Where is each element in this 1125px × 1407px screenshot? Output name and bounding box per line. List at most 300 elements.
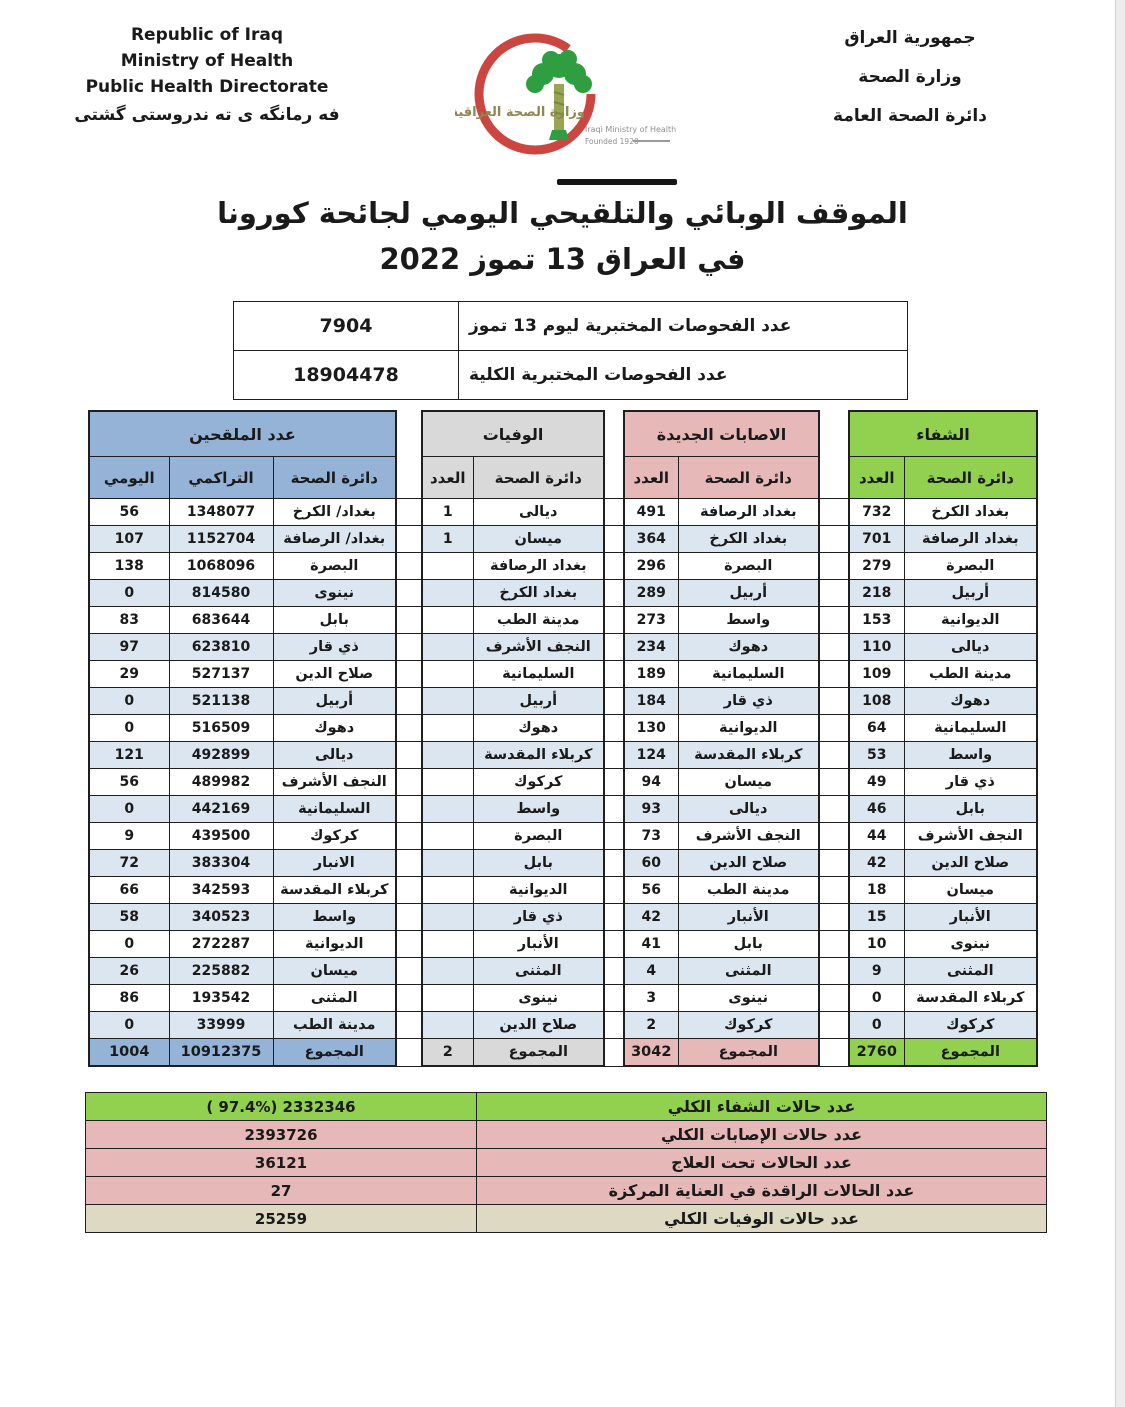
main-table-body	[89, 499, 1037, 1039]
vaccinated-directorate-cell: أربيل	[273, 688, 396, 715]
recovery-count-cell: 15	[849, 904, 904, 931]
governorate-row	[89, 661, 1037, 688]
spacer-cell	[819, 904, 849, 931]
new-infections-count-cell: 130	[624, 715, 678, 742]
spacer-cell	[604, 877, 624, 904]
daily-tests-value: 7904	[234, 302, 459, 351]
new-infections-directorate-cell: كركوك	[678, 1012, 819, 1039]
spacer-cell	[604, 553, 624, 580]
spacer-cell	[604, 1012, 624, 1039]
vaccinated-daily-total: 1004	[89, 1039, 169, 1067]
total-deaths-value: 25259	[86, 1205, 477, 1233]
spacer-cell	[396, 688, 422, 715]
new-infections-directorate-cell: دهوك	[678, 634, 819, 661]
vaccinated-daily-cell: 56	[89, 499, 169, 526]
recovery-directorate-cell: الأنبار	[904, 904, 1037, 931]
governorate-row	[89, 985, 1037, 1012]
new-infections-directorate-cell: بابل	[678, 931, 819, 958]
new-infections-directorate-cell: البصرة	[678, 553, 819, 580]
vaccinated-directorate-cell: المثنى	[273, 985, 396, 1012]
new-infections-group-header: الاصابات الجديدة	[624, 411, 819, 457]
vaccinated-daily-cell: 86	[89, 985, 169, 1012]
vaccinated-directorate-cell: ديالى	[273, 742, 396, 769]
new-infections-directorate-column-header: دائرة الصحة	[678, 457, 819, 499]
vaccinated-directorate-cell: صلاح الدين	[273, 661, 396, 688]
spacer-cell	[396, 904, 422, 931]
deaths-count-cell	[422, 931, 473, 958]
vaccinated-directorate-cell: النجف الأشرف	[273, 769, 396, 796]
deaths-directorate-cell: أربيل	[473, 688, 604, 715]
recovery-count-cell: 10	[849, 931, 904, 958]
header-english-line: Republic of Iraq	[130, 25, 284, 45]
vaccinated-daily-cell: 58	[89, 904, 169, 931]
spacer-cell	[604, 769, 624, 796]
recovery-count-cell: 701	[849, 526, 904, 553]
spacer-cell	[604, 607, 624, 634]
new-infections-directorate-cell: ميسان	[678, 769, 819, 796]
deaths-total-label: المجموع	[473, 1039, 604, 1067]
scan-artifact	[557, 179, 677, 185]
vaccinated-cumulative-cell: 340523	[169, 904, 273, 931]
header-english-block	[62, 22, 352, 128]
vaccinated-daily-cell: 56	[89, 769, 169, 796]
spacer-cell	[819, 769, 849, 796]
vaccinated-directorate-cell: السليمانية	[273, 796, 396, 823]
spacer-cell	[819, 580, 849, 607]
governorate-row	[89, 742, 1037, 769]
total-deaths-label: عدد حالات الوفيات الكلي	[477, 1205, 1047, 1233]
spacer-cell	[819, 1012, 849, 1039]
vaccinated-cumulative-cell: 33999	[169, 1012, 273, 1039]
recovery-directorate-cell: بغداد الرصافة	[904, 526, 1037, 553]
recovery-directorate-cell: مدينة الطب	[904, 661, 1037, 688]
deaths-directorate-cell: ذي قار	[473, 904, 604, 931]
vaccinated-cumulative-cell: 193542	[169, 985, 273, 1012]
deaths-directorate-cell: كربلاء المقدسة	[473, 742, 604, 769]
spacer-cell	[604, 1039, 624, 1067]
deaths-count-cell	[422, 715, 473, 742]
vaccinated-cumulative-cell: 225882	[169, 958, 273, 985]
new-infections-total: 3042	[624, 1039, 678, 1067]
vaccinated-cumulative-cell: 272287	[169, 931, 273, 958]
spacer-cell	[604, 796, 624, 823]
totals-row	[89, 1039, 1037, 1067]
spacer-cell	[396, 580, 422, 607]
deaths-directorate-cell: صلاح الدين	[473, 1012, 604, 1039]
new-infections-directorate-cell: الديوانية	[678, 715, 819, 742]
vaccinated-directorate-cell: دهوك	[273, 715, 396, 742]
recovery-directorate-cell: بابل	[904, 796, 1037, 823]
vaccinated-cumulative-cell: 527137	[169, 661, 273, 688]
governorate-row	[89, 715, 1037, 742]
governorate-row	[89, 634, 1037, 661]
new-infections-count-cell: 56	[624, 877, 678, 904]
spacer-cell	[819, 931, 849, 958]
vaccinated-daily-cell: 138	[89, 553, 169, 580]
vaccinated-cumulative-cell: 1348077	[169, 499, 273, 526]
deaths-directorate-cell: المثنى	[473, 958, 604, 985]
spacer-cell	[604, 823, 624, 850]
deaths-count-cell	[422, 850, 473, 877]
vaccinated-directorate-cell: الديوانية	[273, 931, 396, 958]
recovery-count-cell: 44	[849, 823, 904, 850]
recovery-directorate-cell: السليمانية	[904, 715, 1037, 742]
recovery-directorate-cell: البصرة	[904, 553, 1037, 580]
deaths-group-header: الوفيات	[422, 411, 604, 457]
vaccinated-daily-cell: 72	[89, 850, 169, 877]
governorate-row	[89, 823, 1037, 850]
new-infections-count-cell: 184	[624, 688, 678, 715]
deaths-directorate-cell: بغداد الكرخ	[473, 580, 604, 607]
vaccinated-directorate-column-header: دائرة الصحة	[273, 457, 396, 499]
vaccinated-daily-cell: 26	[89, 958, 169, 985]
recovery-count-cell: 108	[849, 688, 904, 715]
new-infections-directorate-cell: النجف الأشرف	[678, 823, 819, 850]
spacer-cell	[396, 985, 422, 1012]
national-summary-table	[85, 1092, 1047, 1233]
recovery-directorate-cell: كربلاء المقدسة	[904, 985, 1037, 1012]
total-recoveries-row	[86, 1093, 1047, 1121]
deaths-directorate-cell: الأنبار	[473, 931, 604, 958]
report-title-line2: في العراق 13 تموز 2022	[379, 242, 746, 276]
new-infections-directorate-cell: بغداد الكرخ	[678, 526, 819, 553]
vaccinated-cumulative-total: 10912375	[169, 1039, 273, 1067]
governorate-row	[89, 877, 1037, 904]
header-arabic-line: وزارة الصحة	[858, 67, 962, 87]
spacer-cell	[819, 877, 849, 904]
new-infections-directorate-cell: المثنى	[678, 958, 819, 985]
vaccinated-cumulative-cell: 1152704	[169, 526, 273, 553]
table-row	[234, 351, 908, 400]
spacer-cell	[604, 661, 624, 688]
deaths-directorate-cell: مدينة الطب	[473, 607, 604, 634]
total-recoveries-value: ( 97.4%) 2332346	[86, 1093, 477, 1121]
governorate-row	[89, 580, 1037, 607]
vaccinated-cumulative-cell: 1068096	[169, 553, 273, 580]
deaths-directorate-cell: النجف الأشرف	[473, 634, 604, 661]
spacer-cell	[819, 499, 849, 526]
recovery-total: 2760	[849, 1039, 904, 1067]
recovery-directorate-cell: المثنى	[904, 958, 1037, 985]
vaccinated-daily-cell: 0	[89, 688, 169, 715]
deaths-directorate-cell: البصرة	[473, 823, 604, 850]
governorate-row	[89, 499, 1037, 526]
spacer-cell	[604, 985, 624, 1012]
deaths-total: 2	[422, 1039, 473, 1067]
total-tests-label: عدد الفحوصات المختبرية الكلية	[459, 351, 908, 400]
recovery-directorate-cell: ميسان	[904, 877, 1037, 904]
governorate-row	[89, 607, 1037, 634]
new-infections-directorate-cell: نينوى	[678, 985, 819, 1012]
vaccinated-daily-cell: 0	[89, 931, 169, 958]
new-infections-count-cell: 3	[624, 985, 678, 1012]
vaccinated-cumulative-cell: 439500	[169, 823, 273, 850]
governorate-row	[89, 526, 1037, 553]
vaccinated-directorate-cell: بغداد/ الكرخ	[273, 499, 396, 526]
recovery-directorate-cell: صلاح الدين	[904, 850, 1037, 877]
spacer-cell	[396, 931, 422, 958]
header-arabic-block	[800, 28, 1020, 145]
new-infections-count-cell: 296	[624, 553, 678, 580]
spacer-cell	[604, 526, 624, 553]
vaccinated-daily-cell: 66	[89, 877, 169, 904]
deaths-directorate-cell: واسط	[473, 796, 604, 823]
cases-under-treatment-label: عدد الحالات تحت العلاج	[477, 1149, 1047, 1177]
recovery-count-cell: 732	[849, 499, 904, 526]
new-infections-count-cell: 273	[624, 607, 678, 634]
deaths-count-cell	[422, 580, 473, 607]
spacer-cell	[604, 850, 624, 877]
deaths-count-cell	[422, 796, 473, 823]
vaccinated-cumulative-cell: 442169	[169, 796, 273, 823]
vaccinated-cumulative-cell: 623810	[169, 634, 273, 661]
governorate-row	[89, 769, 1037, 796]
spacer-cell	[396, 796, 422, 823]
logo-founded-text: Founded 1920	[585, 137, 639, 146]
spacer-cell	[396, 1039, 422, 1067]
recovery-count-cell: 109	[849, 661, 904, 688]
vaccinated-cumulative-cell: 516509	[169, 715, 273, 742]
spacer-cell	[396, 769, 422, 796]
deaths-directorate-cell: كركوك	[473, 769, 604, 796]
new-infections-count-cell: 234	[624, 634, 678, 661]
icu-cases-label: عدد الحالات الراقدة في العناية المركزة	[477, 1177, 1047, 1205]
deaths-count-cell: 1	[422, 499, 473, 526]
governorate-row	[89, 904, 1037, 931]
new-infections-count-column-header: العدد	[624, 457, 678, 499]
spacer-cell	[819, 634, 849, 661]
recovery-directorate-column-header: دائرة الصحة	[904, 457, 1037, 499]
vaccinated-directorate-cell: بغداد/ الرصافة	[273, 526, 396, 553]
spacer-cell	[396, 634, 422, 661]
recovery-directorate-cell: دهوك	[904, 688, 1037, 715]
recovery-count-cell: 42	[849, 850, 904, 877]
deaths-count-cell	[422, 1012, 473, 1039]
new-infections-directorate-cell: السليمانية	[678, 661, 819, 688]
spacer-cell	[604, 457, 624, 499]
vaccinated-daily-column-header: اليومي	[89, 457, 169, 499]
new-infections-directorate-cell: الأنبار	[678, 904, 819, 931]
vaccinated-cumulative-cell: 521138	[169, 688, 273, 715]
spacer-cell	[819, 661, 849, 688]
cases-under-treatment-row	[86, 1149, 1047, 1177]
new-infections-total-label: المجموع	[678, 1039, 819, 1067]
recovery-count-column-header: العدد	[849, 457, 904, 499]
governorate-row	[89, 688, 1037, 715]
vaccinated-total-label: المجموع	[273, 1039, 396, 1067]
deaths-count-column-header: العدد	[422, 457, 473, 499]
vaccinated-cumulative-cell: 814580	[169, 580, 273, 607]
vaccinated-directorate-cell: مدينة الطب	[273, 1012, 396, 1039]
vaccinated-daily-cell: 0	[89, 580, 169, 607]
spacer-cell	[819, 742, 849, 769]
new-infections-directorate-cell: صلاح الدين	[678, 850, 819, 877]
vaccinated-directorate-cell: بابل	[273, 607, 396, 634]
vaccinated-cumulative-cell: 492899	[169, 742, 273, 769]
header-arabic-line: جمهورية العراق	[844, 28, 976, 48]
icu-cases-value: 27	[86, 1177, 477, 1205]
recovery-directorate-cell: النجف الأشرف	[904, 823, 1037, 850]
icu-cases-row	[86, 1177, 1047, 1205]
new-infections-count-cell: 491	[624, 499, 678, 526]
deaths-count-cell	[422, 607, 473, 634]
table-row	[234, 302, 908, 351]
spacer-cell	[604, 958, 624, 985]
deaths-count-cell	[422, 742, 473, 769]
new-infections-count-cell: 4	[624, 958, 678, 985]
spacer-cell	[396, 850, 422, 877]
spacer-cell	[396, 715, 422, 742]
spacer-cell	[396, 661, 422, 688]
governorate-row	[89, 850, 1037, 877]
deaths-directorate-column-header: دائرة الصحة	[473, 457, 604, 499]
deaths-count-cell	[422, 553, 473, 580]
new-infections-directorate-cell: بغداد الرصافة	[678, 499, 819, 526]
spacer-cell	[819, 607, 849, 634]
new-infections-directorate-cell: أربيل	[678, 580, 819, 607]
recovery-count-cell: 218	[849, 580, 904, 607]
new-infections-count-cell: 124	[624, 742, 678, 769]
total-infections-label: عدد حالات الإصابات الكلي	[477, 1121, 1047, 1149]
recovery-count-cell: 18	[849, 877, 904, 904]
vaccinated-directorate-cell: كربلاء المقدسة	[273, 877, 396, 904]
vaccinated-directorate-cell: ذي قار	[273, 634, 396, 661]
recovery-count-cell: 46	[849, 796, 904, 823]
recovery-count-cell: 153	[849, 607, 904, 634]
spacer-cell	[819, 457, 849, 499]
vaccinated-cumulative-cell: 489982	[169, 769, 273, 796]
daily-tests-label: عدد الفحوصات المختبرية ليوم 13 تموز	[459, 302, 908, 351]
recovery-count-cell: 110	[849, 634, 904, 661]
new-infections-count-cell: 93	[624, 796, 678, 823]
deaths-directorate-cell: الديوانية	[473, 877, 604, 904]
total-infections-value: 2393726	[86, 1121, 477, 1149]
recovery-directorate-cell: ديالى	[904, 634, 1037, 661]
total-deaths-row	[86, 1205, 1047, 1233]
vaccinated-daily-cell: 0	[89, 715, 169, 742]
recovery-count-cell: 64	[849, 715, 904, 742]
spacer-cell	[396, 877, 422, 904]
spacer-cell	[396, 823, 422, 850]
deaths-count-cell	[422, 823, 473, 850]
recovery-total-label: المجموع	[904, 1039, 1037, 1067]
governorate-row	[89, 553, 1037, 580]
new-infections-count-cell: 2	[624, 1012, 678, 1039]
new-infections-count-cell: 289	[624, 580, 678, 607]
spacer-cell	[604, 411, 624, 457]
deaths-directorate-cell: دهوك	[473, 715, 604, 742]
recovery-directorate-cell: الديوانية	[904, 607, 1037, 634]
recovery-group-header: الشفاء	[849, 411, 1037, 457]
deaths-count-cell	[422, 634, 473, 661]
deaths-directorate-cell: السليمانية	[473, 661, 604, 688]
recovery-count-cell: 279	[849, 553, 904, 580]
vaccinated-cumulative-cell: 383304	[169, 850, 273, 877]
recovery-directorate-cell: ذي قار	[904, 769, 1037, 796]
new-infections-count-cell: 73	[624, 823, 678, 850]
new-infections-directorate-cell: مدينة الطب	[678, 877, 819, 904]
new-infections-count-cell: 42	[624, 904, 678, 931]
deaths-directorate-cell: ديالى	[473, 499, 604, 526]
new-infections-directorate-cell: واسط	[678, 607, 819, 634]
spacer-cell	[819, 553, 849, 580]
ministry-of-health-logo-icon	[455, 10, 680, 170]
deaths-directorate-cell: ميسان	[473, 526, 604, 553]
new-infections-count-cell: 94	[624, 769, 678, 796]
spacer-cell	[396, 958, 422, 985]
spacer-cell	[604, 904, 624, 931]
new-infections-count-cell: 41	[624, 931, 678, 958]
spacer-cell	[396, 1012, 422, 1039]
spacer-cell	[819, 526, 849, 553]
spacer-cell	[604, 715, 624, 742]
vaccinated-daily-cell: 121	[89, 742, 169, 769]
header-arabic-line: دائرة الصحة العامة	[833, 106, 987, 126]
recovery-directorate-cell: بغداد الكرخ	[904, 499, 1037, 526]
recovery-count-cell: 53	[849, 742, 904, 769]
new-infections-directorate-cell: ذي قار	[678, 688, 819, 715]
header-kurdish-line: فه رمانگه ی ته ندروستی گشتی	[74, 105, 340, 125]
new-infections-directorate-cell: كربلاء المقدسة	[678, 742, 819, 769]
spacer-cell	[604, 580, 624, 607]
spacer-cell	[604, 499, 624, 526]
spacer-cell	[396, 553, 422, 580]
deaths-count-cell	[422, 985, 473, 1012]
deaths-count-cell	[422, 661, 473, 688]
deaths-directorate-cell: بغداد الرصافة	[473, 553, 604, 580]
spacer-cell	[396, 411, 422, 457]
deaths-directorate-cell: بابل	[473, 850, 604, 877]
spacer-cell	[396, 607, 422, 634]
recovery-count-cell: 0	[849, 1012, 904, 1039]
header-english-line: Ministry of Health	[120, 51, 294, 71]
spacer-cell	[819, 1039, 849, 1067]
vaccinated-daily-cell: 0	[89, 796, 169, 823]
vaccinated-directorate-cell: واسط	[273, 904, 396, 931]
vaccinated-directorate-cell: الانبار	[273, 850, 396, 877]
vaccinated-cumulative-column-header: التراكمي	[169, 457, 273, 499]
recovery-count-cell: 49	[849, 769, 904, 796]
spacer-cell	[396, 742, 422, 769]
cases-under-treatment-value: 36121	[86, 1149, 477, 1177]
recovery-count-cell: 9	[849, 958, 904, 985]
header-english-line: Public Health Directorate	[85, 77, 329, 97]
total-infections-row	[86, 1121, 1047, 1149]
vaccinated-group-header: عدد الملقحين	[89, 411, 396, 457]
governorate-statistics-table	[88, 410, 1038, 1067]
deaths-count-cell	[422, 688, 473, 715]
spacer-cell	[819, 823, 849, 850]
recovery-directorate-cell: واسط	[904, 742, 1037, 769]
logo-arabic-text: وزارة الصحة العراقية	[455, 105, 585, 120]
spacer-cell	[819, 958, 849, 985]
vaccinated-daily-cell: 97	[89, 634, 169, 661]
report-title-line1: الموقف الوبائي والتلقيحي اليومي لجائحة كورونا	[217, 196, 908, 230]
vaccinated-daily-cell: 83	[89, 607, 169, 634]
governorate-row	[89, 1012, 1037, 1039]
new-infections-count-cell: 60	[624, 850, 678, 877]
spacer-cell	[604, 931, 624, 958]
vaccinated-directorate-cell: كركوك	[273, 823, 396, 850]
spacer-cell	[819, 796, 849, 823]
spacer-cell	[819, 688, 849, 715]
new-infections-count-cell: 189	[624, 661, 678, 688]
new-infections-count-cell: 364	[624, 526, 678, 553]
spacer-cell	[819, 411, 849, 457]
total-tests-value: 18904478	[234, 351, 459, 400]
spacer-cell	[819, 985, 849, 1012]
recovery-directorate-cell: أربيل	[904, 580, 1037, 607]
